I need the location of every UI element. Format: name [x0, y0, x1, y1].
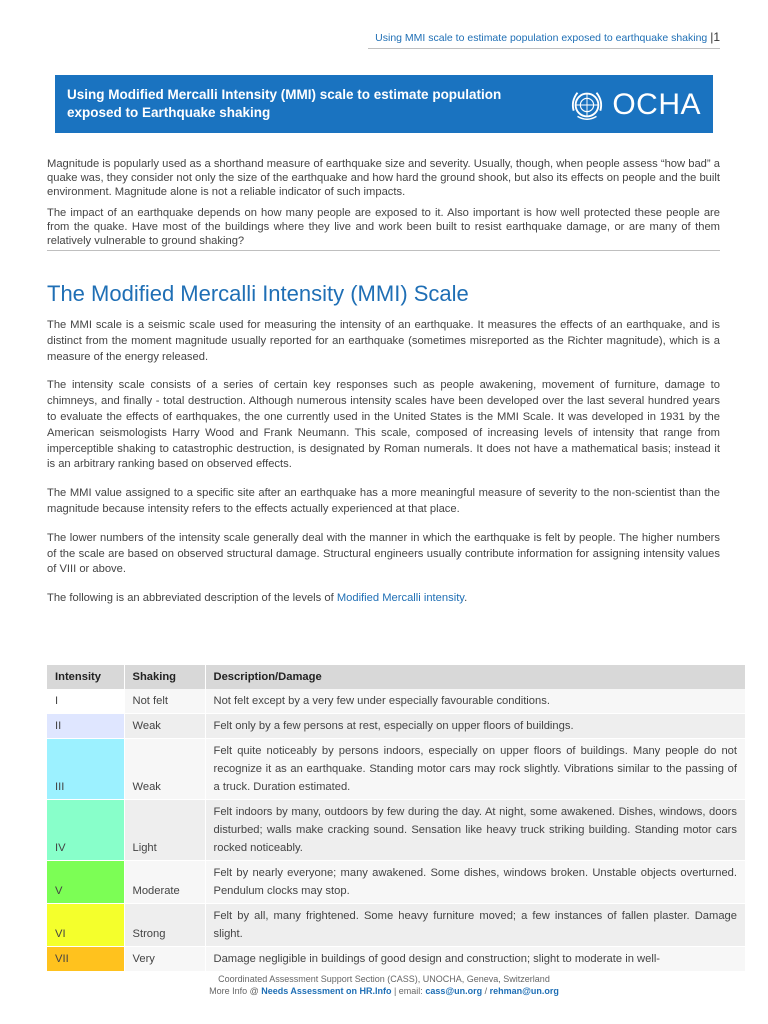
paragraph: The intensity scale consists of a series of certain key responses such as people awakening, movement of furniture, damage to chimneys, and finally - total destruction. Although numerous intensity scales have been developed over the last several hundred years to evaluate the effects of earthquakes, the one currently used in the United States is the MMI Scale. It was developed in 1931 by the American seismologists Harry Wood and Frank Neumann. This scale, composed of increasing levels of intensity that range from imperceptible shaking to catastrophic destruction, is designated by Roman numerals. It does not have a mathematical basis; instead it is an arbitrary ranking based on observed effects.: [47, 379, 720, 471]
running-header-separator: |: [710, 30, 714, 44]
mmi-table: [47, 665, 746, 972]
intro-text: [47, 157, 720, 255]
email-link[interactable]: cass@un.org: [425, 986, 483, 996]
paragraph: The MMI value assigned to a specific site after an earthquake has a more meaningful measure of severity to the non-scientist than the magnitude because intensity refers to the effects actually experienced at that place.: [47, 487, 720, 515]
column-header: Shaking: [124, 665, 205, 689]
table-row: [47, 861, 746, 904]
description-cell: Felt by all, many frightened. Some heavy furniture moved; a few instances of fallen plaster. Damage slight.: [205, 904, 746, 947]
shaking-cell: Weak: [124, 714, 205, 739]
page-number: 1: [713, 30, 720, 44]
ocha-logo-text: OCHA: [612, 88, 701, 121]
intensity-cell: II: [47, 714, 124, 739]
following-paragraph: The following is an abbreviated description of the levels of Modified Mercalli intensity.: [47, 592, 468, 605]
intensity-cell: III: [47, 739, 124, 800]
table-row: [47, 739, 746, 800]
divider: [47, 250, 720, 251]
table-row: [47, 947, 746, 972]
intro-paragraph: Magnitude is popularly used as a shorthand measure of earthquake size and severity. Usually, though, when people assess “how bad” a quake was, they consider not only the size of the earthquake and how hard the ground shook, but also its effects on people and the built environment. Magnitude alone is not a reliable indicator of such impacts.: [47, 158, 720, 198]
shaking-cell: Moderate: [124, 861, 205, 904]
intro-paragraph: The impact of an earthquake depends on how many people are exposed to it. Also important is how well protected these people are from the quake. Have most of the buildings where they live and work been built to resist earthquake damage, or are many of them relatively vulnerable to ground shaking?: [47, 207, 720, 247]
description-cell: Damage negligible in buildings of good design and construction; slight to moderate in well-: [205, 947, 746, 972]
description-cell: Felt only by a few persons at rest, especially on upper floors of buildings.: [205, 714, 746, 739]
shaking-cell: Strong: [124, 904, 205, 947]
intensity-cell: VII: [47, 947, 124, 972]
running-header-text: Using MMI scale to estimate population exposed to earthquake shaking: [375, 32, 708, 44]
intensity-cell: VI: [47, 904, 124, 947]
intensity-cell: IV: [47, 800, 124, 861]
email-link[interactable]: rehman@un.org: [489, 986, 559, 996]
description-cell: Felt quite noticeably by persons indoors, especially on upper floors of buildings. Many people do not recognize it as an earthquake. Standing motor cars may rock slightly. Vibrations similar to the passing of a truck. Duration estimated.: [205, 739, 746, 800]
body-text: [47, 318, 720, 620]
mmi-link[interactable]: Modified Mercalli intensity: [336, 592, 465, 605]
table-row: [47, 714, 746, 739]
running-header: [368, 30, 720, 49]
description-cell: Not felt except by a very few under especially favourable conditions.: [205, 689, 746, 714]
table-row: [47, 800, 746, 861]
description-cell: Felt by nearly everyone; many awakened. Some dishes, windows broken. Unstable objects overturned. Pendulum clocks may stop.: [205, 861, 746, 904]
title-banner: [55, 75, 713, 133]
shaking-cell: Weak: [124, 739, 205, 800]
column-header: Intensity: [47, 665, 124, 689]
table-row: [47, 689, 746, 714]
banner-title: Using Modified Mercalli Intensity (MMI) scale to estimate population exposed to Earthquake shaking: [67, 87, 502, 120]
shaking-cell: Not felt: [124, 689, 205, 714]
footer-org: Coordinated Assessment Support Section (CASS), UNOCHA, Geneva, Switzerland: [218, 974, 550, 984]
paragraph: The lower numbers of the intensity scale generally deal with the manner in which the earthquake is felt by people. The higher numbers of the scale are based on observed structural damage. Structural engineers usually contribute information for assigning intensity values of VIII or above.: [47, 531, 720, 576]
intensity-cell: I: [47, 689, 124, 714]
shaking-cell: Light: [124, 800, 205, 861]
ocha-logo: [568, 85, 701, 125]
footer: [0, 973, 768, 997]
description-cell: Felt indoors by many, outdoors by few during the day. At night, some awakened. Dishes, windows, doors disturbed; walls make cracking sound. Sensation like heavy truck striking building. Standing motor cars rocked noticeably.: [205, 800, 746, 861]
hr-info-link[interactable]: Needs Assessment on HR.Info: [261, 986, 392, 996]
intensity-cell: V: [47, 861, 124, 904]
shaking-cell: Very: [124, 947, 205, 972]
table-row: [47, 904, 746, 947]
column-header: Description/Damage: [205, 665, 746, 689]
un-emblem-icon: [568, 86, 606, 124]
paragraph: The MMI scale is a seismic scale used for measuring the intensity of an earthquake. It measures the effects of an earthquake, and is distinct from the moment magnitude usually reported for an earthquake (sometimes misreported as the Richter magnitude), which is a measure of the energy released.: [47, 319, 720, 363]
footer-contact: More Info @ Needs Assessment on HR.Info | email: cass@un.org / rehman@un.org: [209, 986, 559, 996]
section-heading: The Modified Mercalli Intensity (MMI) Scale: [47, 281, 469, 306]
